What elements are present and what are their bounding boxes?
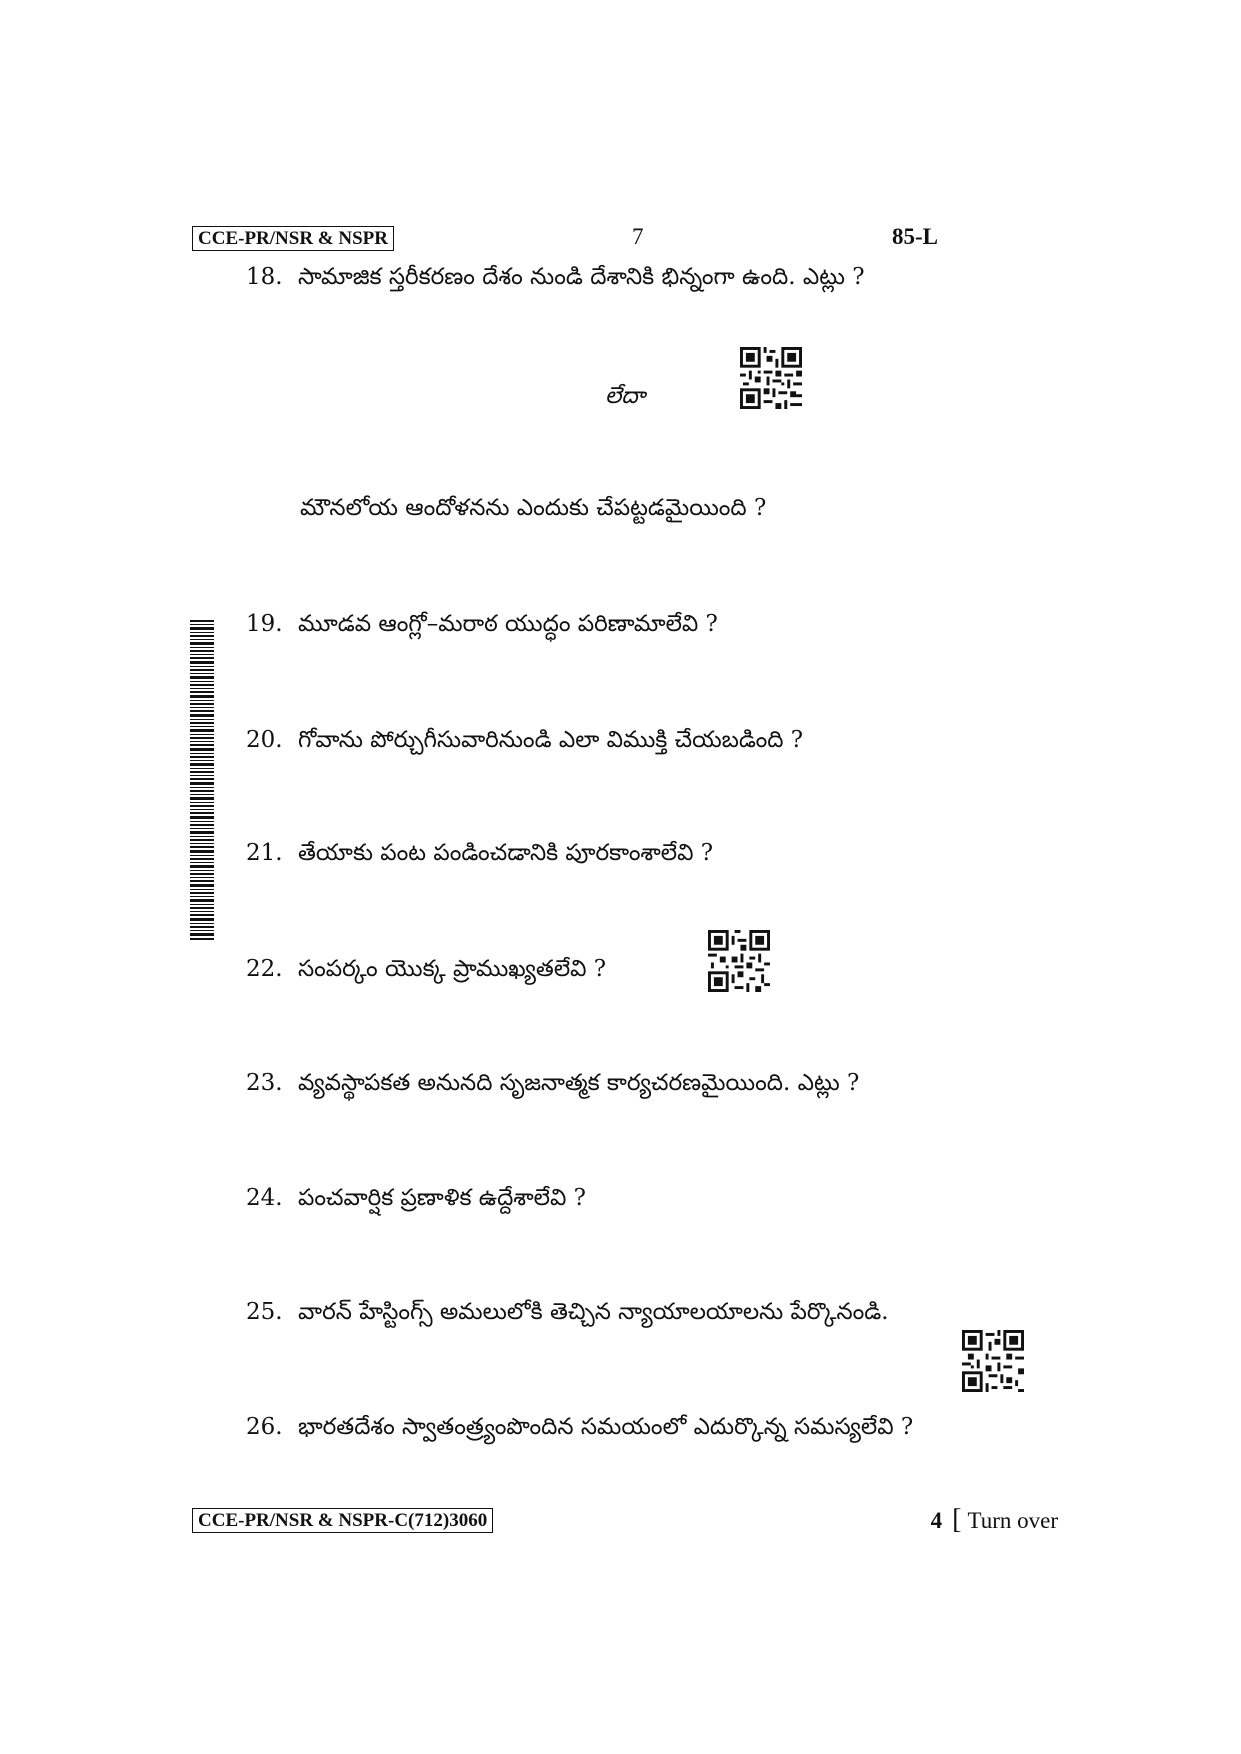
or-label: లేదా bbox=[605, 383, 646, 409]
question-20 bbox=[246, 725, 803, 755]
turn-over-label: Turn over bbox=[967, 1508, 1058, 1533]
question-22 bbox=[246, 954, 606, 984]
question-text: గోవాను పోర్చుగీసువారినుండి ఎలా విముక్తి చేయబడింది ? bbox=[298, 727, 804, 753]
question-text: వ్యవస్థాపకత అనునది సృజనాత్మక కార్యచరణమైయింది. ఎట్లు ? bbox=[298, 1070, 860, 1096]
barcode-icon bbox=[190, 620, 214, 940]
question-number: 24. bbox=[246, 1185, 283, 1211]
question-text: సామాజిక స్తరీకరణం దేశం నుండి దేశానికి భిన్నంగా ఉంది. ఎట్లు ? bbox=[298, 264, 865, 290]
question-text: మూడవ ఆంగ్లో–మరాఠ యుద్ధం పరిణామాలేవి ? bbox=[298, 611, 718, 637]
question-19 bbox=[246, 609, 718, 639]
qr-code-icon bbox=[708, 930, 770, 992]
question-23 bbox=[246, 1068, 859, 1098]
question-text: వారన్ హేస్టింగ్స్ అమలులోకి తెచ్చిన న్యాయాలయాలను పేర్కొనండి. bbox=[298, 1299, 889, 1325]
header-code: CCE-PR/NSR & NSPR bbox=[192, 226, 394, 251]
question-number: 18. bbox=[246, 264, 283, 290]
bracket: [ bbox=[952, 1504, 962, 1535]
question-18-alternative: మౌనలోయ ఆందోళనను ఎందుకు చేపట్టడమైయింది ? bbox=[300, 495, 767, 521]
footer-code: CCE-PR/NSR & NSPR-C(712)3060 bbox=[192, 1508, 493, 1533]
question-26 bbox=[246, 1412, 913, 1442]
question-25 bbox=[246, 1297, 889, 1327]
question-number: 22. bbox=[246, 956, 283, 982]
question-text: భారతదేశం స్వాతంత్ర్యంపొందిన సమయంలో ఎదుర్కొన్న సమస్యలేవి ? bbox=[298, 1414, 914, 1440]
footer-turn-over bbox=[931, 1504, 1058, 1536]
question-number: 19. bbox=[246, 611, 283, 637]
sheet-number: 4 bbox=[930, 1508, 943, 1533]
page-number: 7 bbox=[632, 224, 644, 249]
question-text: తేయాకు పంట పండించడానికి పూరకాంశాలేవి ? bbox=[298, 840, 714, 866]
question-text: పంచవార్షిక ప్రణాళిక ఉద్దేశాలేవి ? bbox=[298, 1185, 586, 1211]
question-number: 20. bbox=[246, 727, 283, 753]
qr-code-icon bbox=[962, 1330, 1024, 1392]
qr-code-icon bbox=[740, 347, 802, 409]
question-number: 21. bbox=[246, 840, 283, 866]
question-number: 23. bbox=[246, 1070, 283, 1096]
question-number: 25. bbox=[246, 1299, 283, 1325]
question-text: సంపర్కం యొక్క ప్రాముఖ్యతలేవి ? bbox=[298, 956, 607, 982]
question-21 bbox=[246, 838, 713, 868]
question-number: 26. bbox=[246, 1414, 283, 1440]
question-18 bbox=[246, 262, 865, 292]
paper-code: 85-L bbox=[892, 224, 938, 249]
question-24 bbox=[246, 1183, 586, 1213]
